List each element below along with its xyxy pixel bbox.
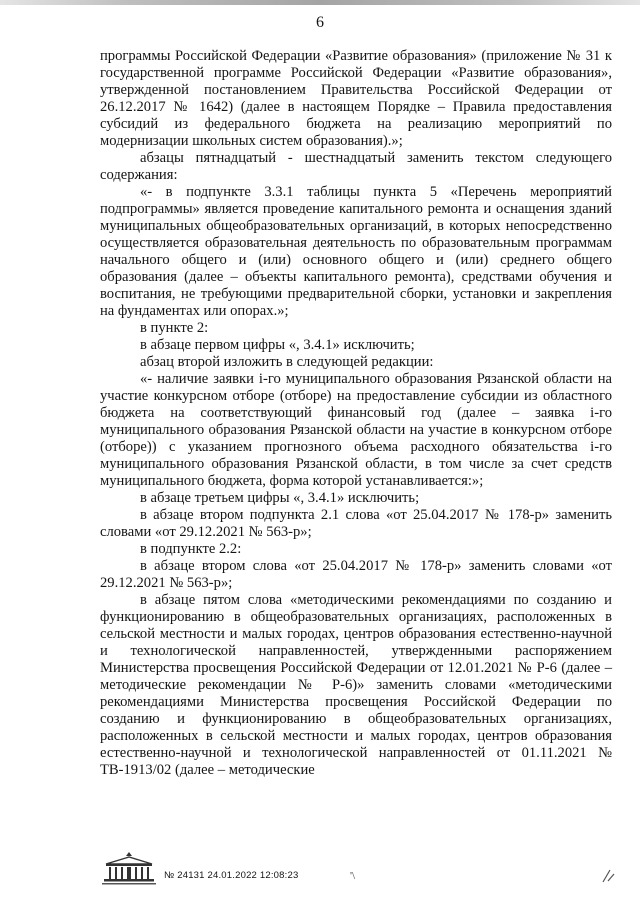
paragraph-5: в абзаце первом цифры «, 3.4.1» исключить; xyxy=(140,337,415,353)
paragraph-10: в подпункте 2.2: xyxy=(140,541,242,557)
paragraph-9: в абзаце втором подпункта 2.1 слова «от 25.04.2017 № 178-р» заменить словами «от 29.12.2021 № 563-р»; xyxy=(100,507,612,540)
paragraph-8: в абзаце третьем цифры «, 3.4.1» исключить; xyxy=(140,490,420,506)
paragraph-7: «- наличие заявки i-го муниципального образования Рязанской области на участие конкурсном отборе (отборе) на предоставление субсидии из областного бюджета на соответствующий финансовый год (далее – заявка i-го муниципального образования Рязанской области на участие в конкурсном отборе (отборе)) с указанием прогнозного объема расходного обязательства i-го муниципального образования Рязанской области, в том числе за счет средств муниципального бюджета, форма которой устанавливается:»; xyxy=(100,371,612,489)
scan-edge-mark xyxy=(600,866,618,884)
document-registration-number: № 24131 24.01.2022 12:08:23 xyxy=(164,870,299,881)
page-footer xyxy=(100,846,620,896)
government-building-emblem-icon xyxy=(100,850,158,888)
page-number: 6 xyxy=(316,14,324,31)
paragraph-6: абзац второй изложить в следующей редакции: xyxy=(140,354,434,370)
scan-stray-mark: '\ xyxy=(350,870,356,882)
paragraph-1: программы Российской Федерации «Развитие образования» (приложение № 31 к государственной программе Российской Федерации «Развитие образования», утвержденной постановлением Правительства Российской Федерации от 26.12.2017 № 1642) (далее в настоящем Порядке – Правила предоставления субсидий из федерального бюджета на реализацию мероприятий по модернизации школьных систем образования).»; xyxy=(100,48,612,149)
paragraph-2: абзацы пятнадцатый - шестнадцатый заменить текстом следующего содержания: xyxy=(100,150,612,183)
scan-top-edge xyxy=(0,0,640,5)
paragraph-4: в пункте 2: xyxy=(140,320,209,336)
document-body xyxy=(100,48,612,779)
paragraph-12: в абзаце пятом слова «методическими рекомендациями по созданию и функционированию в общеобразовательных организациях, расположенных в сельской местности и малых городах, центров образования естественно-научной и технологической направленностей, утвержденными распоряжением Министерства просвещения Российской Федерации от 12.01.2021 № Р-6 (далее – методические рекомендации № Р-6)» заменить словами «методическими рекомендациями Министерства просвещения Российской Федерации по созданию и функционированию в общеобразовательных организациях, расположенных в сельской местности и малых городах, центров образования естественно-научной и технологической направленностей от 01.11.2021 № ТВ-1913/02 (далее – методические xyxy=(100,592,612,778)
paragraph-3: «- в подпункте 3.3.1 таблицы пункта 5 «Перечень мероприятий подпрограммы» является проведение капитального ремонта и оснащения зданий муниципальных общеобразовательных организаций, в которых непосредственно осуществляется образовательная деятельность по образовательным программам начального общего и (или) основного общего и (или) среднего общего образования (далее – объекты капитального ремонта), средствами обучения и воспитания, не требующими предварительной сборки, установки и закрепления на фундаментах или опорах.»; xyxy=(100,184,612,319)
paragraph-11: в абзаце втором слова «от 25.04.2017 № 178-р» заменить словами «от 29.12.2021 № 563-р»; xyxy=(100,558,612,591)
